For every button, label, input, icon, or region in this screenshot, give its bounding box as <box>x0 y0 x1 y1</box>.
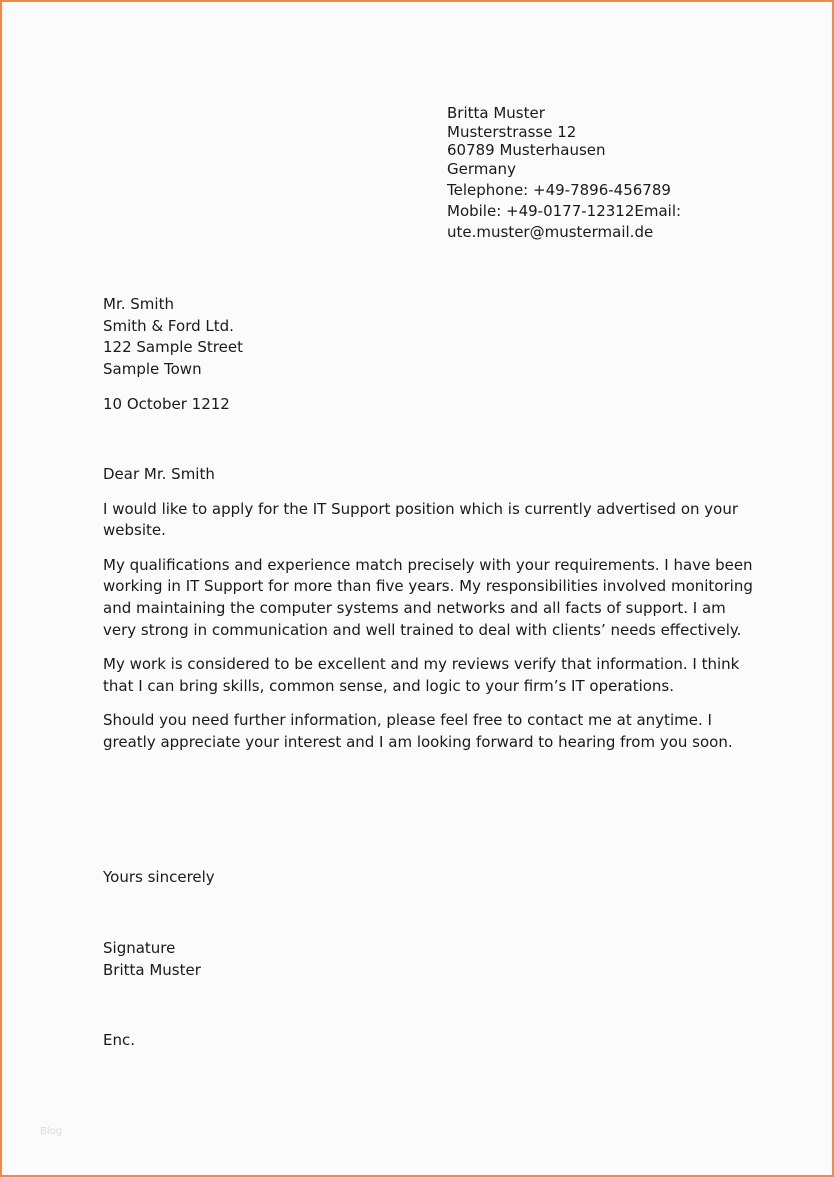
signature-block <box>103 938 201 981</box>
signature-name: Britta Muster <box>103 960 201 979</box>
sender-country: Germany <box>447 159 516 178</box>
recipient-company: Smith & Ford Ltd. <box>103 316 234 335</box>
body-paragraph: My work is considered to be excellent and my reviews verify that information. I think that I can bring skills, common sense, and logic to your firm’s IT operations. <box>103 655 740 695</box>
sender-address-block <box>447 104 817 243</box>
sender-city: 60789 Musterhausen <box>447 141 606 159</box>
body-paragraph: I would like to apply for the IT Support position which is currently advertised on your website. <box>103 499 739 540</box>
recipient-street: 122 Sample Street <box>103 338 243 356</box>
body-paragraph: My qualifications and experience match precisely with your requirements. I have been working in IT Support for more than five years. My responsibilities involved monitoring and maintaining the computer systems and networks and all facts of support. I am very strong in communication and well trained to deal with clients’ needs effectively. <box>103 555 753 639</box>
closing: Yours sincerely <box>103 868 215 886</box>
sender-mobile: Mobile: +49-0177-12312Email: <box>447 202 682 220</box>
salutation: Dear Mr. Smith <box>103 465 215 483</box>
recipient-name: Mr. Smith <box>103 295 174 313</box>
sender-telephone: Telephone: +49-7896-456789 <box>447 181 671 199</box>
body-paragraph: Should you need further information, please feel free to contact me at anytime. I greatly appreciate your interest and I am looking forward to hearing from you soon. <box>103 711 733 751</box>
signature-label: Signature <box>103 939 176 957</box>
watermark: Blog <box>40 1126 63 1137</box>
letter-body <box>103 464 753 767</box>
letter-date: 10 October 1212 <box>103 395 230 413</box>
recipient-address-block <box>103 294 243 380</box>
sender-name: Britta Muster <box>447 104 545 122</box>
recipient-town: Sample Town <box>103 359 202 378</box>
enclosure-note: Enc. <box>103 1031 135 1049</box>
sender-street: Musterstrasse 12 <box>447 122 577 141</box>
sender-email: ute.muster@mustermail.de <box>447 223 654 241</box>
